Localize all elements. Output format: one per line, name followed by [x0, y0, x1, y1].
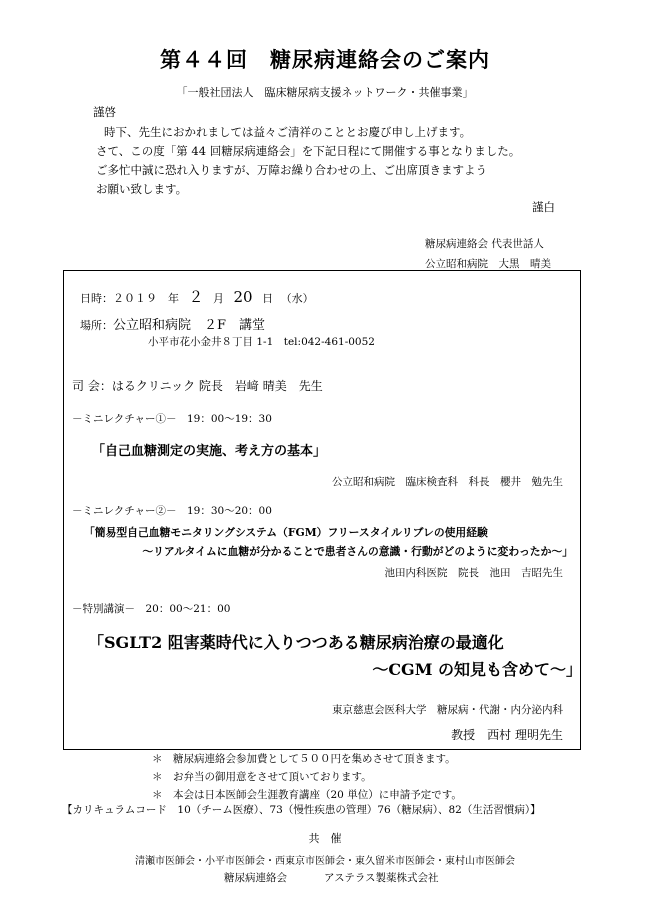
sponsor-astellas: アステラス製薬株式会社 — [324, 872, 439, 884]
date-day-unit: 日 — [262, 292, 274, 305]
closing: 謹白 — [532, 200, 555, 214]
note-2: ＊ お弁当の御用意をさせて頂いております。 — [152, 771, 372, 783]
salutation: 謹啓 — [93, 105, 116, 119]
lecture2-speaker: 池田内科医院 院長 池田 吉昭先生 — [384, 567, 563, 579]
special-speaker: 教授 西村 理明先生 — [451, 728, 563, 742]
body-line-4: お願い致します。 — [96, 182, 188, 196]
date-day: 20 — [233, 288, 253, 306]
lecture1-title: 「自己血糖測定の実施、考え方の基本」 — [92, 444, 327, 459]
date-month-unit: 月 — [213, 292, 225, 305]
date-label: 日時： — [80, 292, 113, 305]
lecture2-header: －ミニレクチャー②－ 19：30～20：00 — [72, 505, 272, 517]
date-month: ２ — [188, 288, 204, 306]
event-place — [80, 314, 265, 333]
chair: 司 会：はるクリニック 院長 岩﨑 晴美 先生 — [72, 379, 323, 393]
sponsor-liaison: 糖尿病連絡会 — [224, 872, 287, 884]
event-date — [80, 286, 314, 307]
note-3: ＊ 本会は日本医師会生涯教育講座（20 単位）に申請予定です。 — [152, 789, 462, 801]
event-address: 小平市花小金井８丁目 1-1 tel:042-461-0052 — [148, 336, 375, 348]
subtitle: 「一般社団法人 臨床糖尿病支援ネットワーク・共催事業」 — [176, 86, 474, 99]
date-year: ２０１９ 年 — [113, 292, 179, 305]
place-name: 公立昭和病院 ２F 講堂 — [113, 318, 266, 333]
body-line-2: さて、この度「第 44 回糖尿病連絡会」を下記日程にて開催する事となりました。 — [96, 144, 521, 158]
place-label: 場所： — [80, 319, 113, 332]
special-affiliation: 東京慈恵会医科大学 糖尿病・代謝・内分泌内科 — [332, 704, 563, 716]
sponsor-heading: 共 催 — [308, 832, 342, 845]
special-header: －特別講演－ 20：00～21：00 — [72, 603, 231, 615]
page-title: 第４４回 糖尿病連絡会のご案内 — [160, 47, 490, 72]
sponsors-line-1: 清瀬市医師会・小平市医師会・西東京市医師会・東久留米市医師会・東村山市医師会 — [135, 856, 515, 867]
curriculum-code: 【カリキュラムコード 10（チーム医療）、73（慢性疾患の管理）76（糖尿病）、82（生活習慣病）】 — [62, 804, 541, 816]
special-title-2: ～CGM の知見も含めて～」 — [372, 660, 582, 679]
lecture2-title-1: 「簡易型自己血糖モニタリングシステム（FGM）フリースタイルリブレの使用経験 — [84, 526, 488, 539]
sender-name: 公立昭和病院 大黒 晴美 — [425, 258, 551, 270]
sender-title: 糖尿病連絡会 代表世話人 — [425, 238, 544, 250]
note-1: ＊ 糖尿病連絡会参加費として５００円を集めさせて頂きます。 — [152, 753, 456, 765]
special-title-1: 「SGLT2 阻害薬時代に入りつつある糖尿病治療の最適化 — [88, 633, 504, 652]
lecture2-title-2: ～リアルタイムに血糖が分かることで患者さんの意識・行動がどのように変わったか～」 — [142, 545, 573, 558]
body-line-3: ご多忙中誠に恐れ入りますが、万障お繰り合わせの上、ご出席頂きますよう — [96, 163, 487, 177]
lecture1-header: －ミニレクチャー①－ 19：00～19：30 — [72, 413, 272, 425]
date-weekday: （水） — [280, 292, 314, 305]
lecture1-speaker: 公立昭和病院 臨床検査科 科長 櫻井 勉先生 — [332, 476, 563, 488]
body-line-1: 時下、先生におかれましては益々ご清祥のこととお慶び申し上げます。 — [104, 125, 472, 139]
